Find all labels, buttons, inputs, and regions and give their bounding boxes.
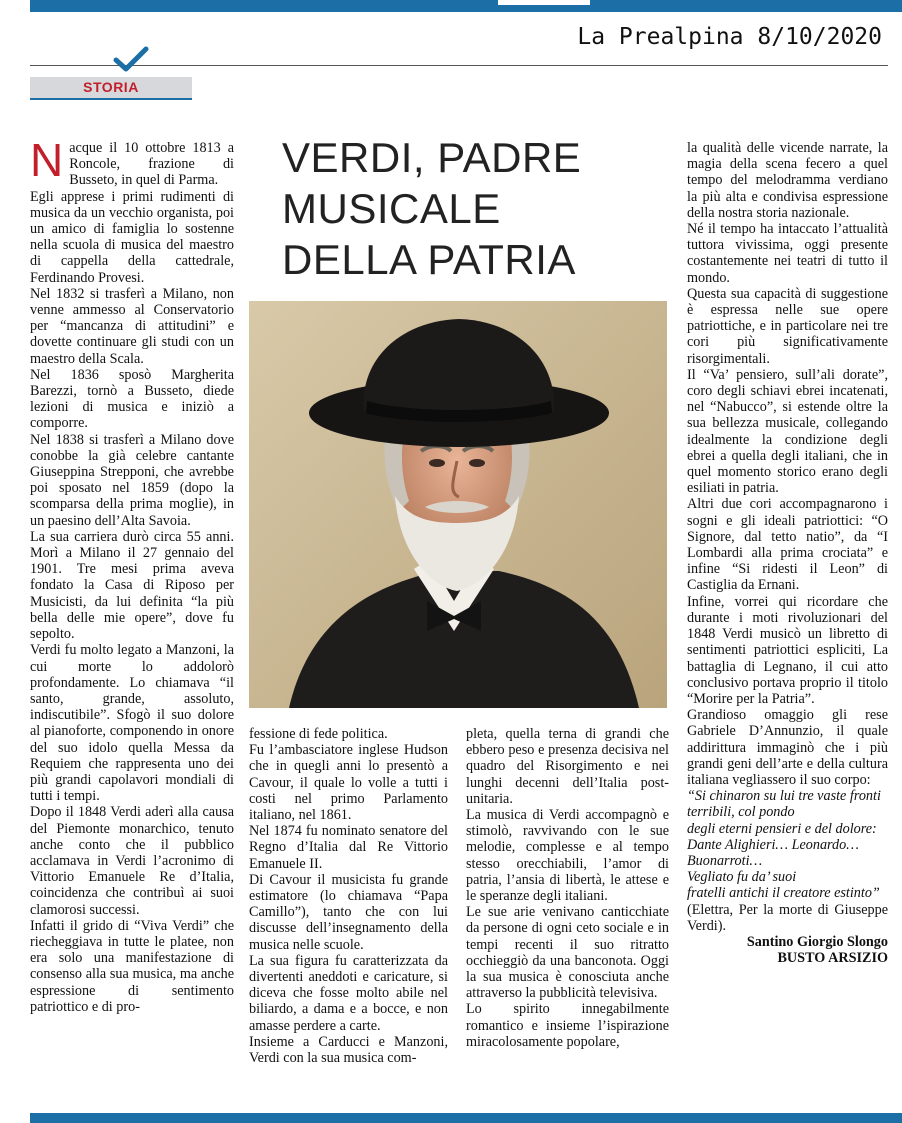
- article-paragraph: Di Cavour il musicista fu grande estimatore (lo chiamava “Papa Camillo”), tanto che con lui discusse dell’insegnamento della musica nelle scuole.: [249, 871, 448, 953]
- article-paragraph: Le sue arie venivano canticchiate da persone di ogni ceto sociale e in tempi recenti il suo ritratto occhieggiò da una banconota. Oggi la sua musica è conosciuta anche attraverso la pubblicità televisiva.: [466, 904, 669, 1002]
- article-paragraph: Nel 1832 si trasferì a Milano, non venne ammesso al Conservatorio per “mancanza di attitudini” e dovette continuare gli studi con un maestro della Scala.: [30, 285, 234, 367]
- article-paragraph: Lo spirito innegabilmente romantico e insieme l’ispirazione miracolosamente popolare,: [466, 1001, 669, 1050]
- section-label: STORIA: [30, 77, 192, 100]
- poem-line: Vegliato fu da’ suoi: [687, 869, 797, 886]
- article-paragraph: fessione di fede politica.: [249, 726, 388, 742]
- article-paragraph: La sua figura fu caratterizzata da divertenti aneddoti e caricature, si diceva che fosse molto abile nel biliardo, a dama e a bocce, e non amasse perdere a carte.: [249, 952, 448, 1034]
- article-paragraph: Né il tempo ha intaccato l’attualità tuttora vivissima, oggi presente costantemente nei teatri di tutto il mondo.: [687, 221, 888, 286]
- article-paragraph: Nel 1836 sposò Margherita Barezzi, tornò a Busseto, diede lezioni di musica e iniziò a comporre.: [30, 366, 234, 432]
- article-paragraph: Dopo il 1848 Verdi aderì alla causa del Piemonte monarchico, tenuto anche conto che il pubblico acclamava in Verdi l’acronimo di Vittorio Emanuele Re d’Italia, coincidenza che contribuì ai suoi clamorosi successi.: [30, 804, 234, 918]
- article-column-1: [30, 134, 234, 1015]
- checkmark-icon: [113, 46, 149, 74]
- article-paragraph: Fu l’ambasciatore inglese Hudson che in quegli anni lo presentò a Cavour, il quale lo volle a tutti i costi nel primo Parlamento italiano, nel 1861.: [249, 742, 448, 824]
- article-paragraph: Infine, vorrei qui ricordare che durante i moti rivoluzionari del 1848 Verdi musicò un libretto di sentimenti patriottici espliciti, La battaglia di Legnano, il cui atto conclusivo portava proprio il titolo “Morire per la Patria”.: [687, 593, 888, 707]
- article-paragraph: la qualità delle vicende narrate, la magia della scena fecero a quel tempo del melodramma verdiano la più alta e condivisa espressione della nostra storia nazionale.: [687, 140, 888, 221]
- top-bar-notch: [498, 0, 590, 5]
- poem-line: Dante Alighieri… Leonardo… Buonarroti…: [687, 836, 859, 869]
- newspaper-source-date: La Prealpina 8/10/2020: [577, 24, 882, 50]
- poem-line: terribili, col pondo: [687, 804, 795, 821]
- article-paragraph: pleta, quella terna di grandi che ebbero peso e presenza decisiva nel quadro del Risorgimento e nei lunghi decenni dell’Italia post-unitaria.: [466, 726, 669, 807]
- article-paragraph: Grandioso omaggio gli rese Gabriele D’Annunzio, il quale addirittura immaginò che i più grandi geni dell’arte e della cultura italiana vegliassero il suo corpo:: [687, 707, 888, 788]
- article-column-3: [466, 726, 669, 1050]
- portrait-illustration: [249, 301, 667, 708]
- poem-line: fratelli antichi il creatore estinto”: [687, 885, 880, 902]
- author-name: Santino Giorgio Slongo: [746, 933, 888, 950]
- verdi-portrait-photo: [249, 301, 667, 708]
- article-column-4: [687, 140, 888, 966]
- section-rule: [30, 65, 888, 66]
- article-paragraph: Egli apprese i primi rudimenti di musica da un vecchio organista, poi un amico di famiglia lo sostenne nella scuola di musica del maestro di cappella della cattedrale, Ferdinando Provesi.: [30, 188, 234, 286]
- top-color-bar: [30, 0, 902, 12]
- article-paragraph: Nel 1838 si trasferì a Milano dove conobbe la già celebre cantante Giuseppina Strepponi, che avrebbe poi sposato nel 1859 (dopo la scomparsa della prima moglie), in un paesino dell’Alta Savoia.: [30, 431, 234, 529]
- drop-cap-letter: N: [30, 134, 64, 186]
- article-paragraph: Nel 1874 fu nominato senatore del Regno d’Italia dal Re Vittorio Emanuele II.: [249, 823, 448, 872]
- article-paragraph: Infatti il grido di “Viva Verdi” che riecheggiava in tutte le platee, non era solo una manifestazione di consenso alla sua musica, ma anche espressione di sentimento patriottico e di pro-: [30, 917, 234, 1015]
- article-paragraph: Altri due cori accompagnarono i sogni e gli ideali patriottici: “O Signore, dal tetto natio”, da “I Lombardi alla prima crociata” e infine “Si ridesti il Leon” di Castiglia da Ernani.: [687, 496, 888, 594]
- poem-line: degli eterni pensieri e del dolore:: [687, 820, 877, 837]
- article-paragraph: Questa sua capacità di suggestione è espressa nelle sue opere patriottiche, e in particolare nei tre cori più significativamente risorgimentali.: [687, 285, 888, 367]
- article-paragraph: Verdi fu molto legato a Manzoni, la cui morte lo addolorò profondamente. Lo chiamava “il santo, grande, assoluto, indiscutibile”. Sfogò il suo dolore al pianoforte, componendo in onore del suo idolo quella Messa da Requiem che rappresenta uno dei più grandi capolavori mondiali di tutti i tempi.: [30, 642, 234, 805]
- poem-citation: (Elettra, Per la morte di Giuseppe Verdi).: [687, 901, 888, 934]
- article-paragraph: La sua carriera durò circa 55 anni. Morì a Milano il 27 gennaio del 1901. Tre mesi prima aveva fondato la Casa di Riposo per Musicisti, da lui definita “la più bella delle mie opere”, dove fu sepolto.: [30, 528, 234, 643]
- bottom-color-bar: [30, 1113, 902, 1123]
- paragraph-text: acque il 10 ottobre 1813 a Roncole, frazione di Busseto, in quel di Parma.: [69, 140, 234, 189]
- author-city: BUSTO ARSIZIO: [777, 950, 888, 967]
- article-column-2: [249, 726, 448, 1066]
- poem-line: “Si chinaron su lui tre vaste fronti: [687, 788, 881, 805]
- article-headline: VERDI, PADRE MUSICALE DELLA PATRIA: [282, 134, 582, 283]
- article-paragraph: Insieme a Carducci e Manzoni, Verdi con la sua musica com-: [249, 1033, 448, 1067]
- article-paragraph: Il “Va’ pensiero, sull’ali dorate”, coro degli schiavi ebrei incatenati, nel “Nabucco”, si estende oltre la sua bellezza musicale, collegando idealmente la condizione degli ebrei a quella degli italiani, che in quel momento storico erano degli esiliati in patria.: [687, 366, 888, 497]
- article-paragraph: [30, 134, 234, 189]
- article-paragraph: La musica di Verdi accompagnò e stimolò, ravvivando con le sue melodie, complesse e al tempo stesso orecchiabili, l’amor di patria, l’ansia di libertà, le attese e le speranze degli italiani.: [466, 807, 669, 905]
